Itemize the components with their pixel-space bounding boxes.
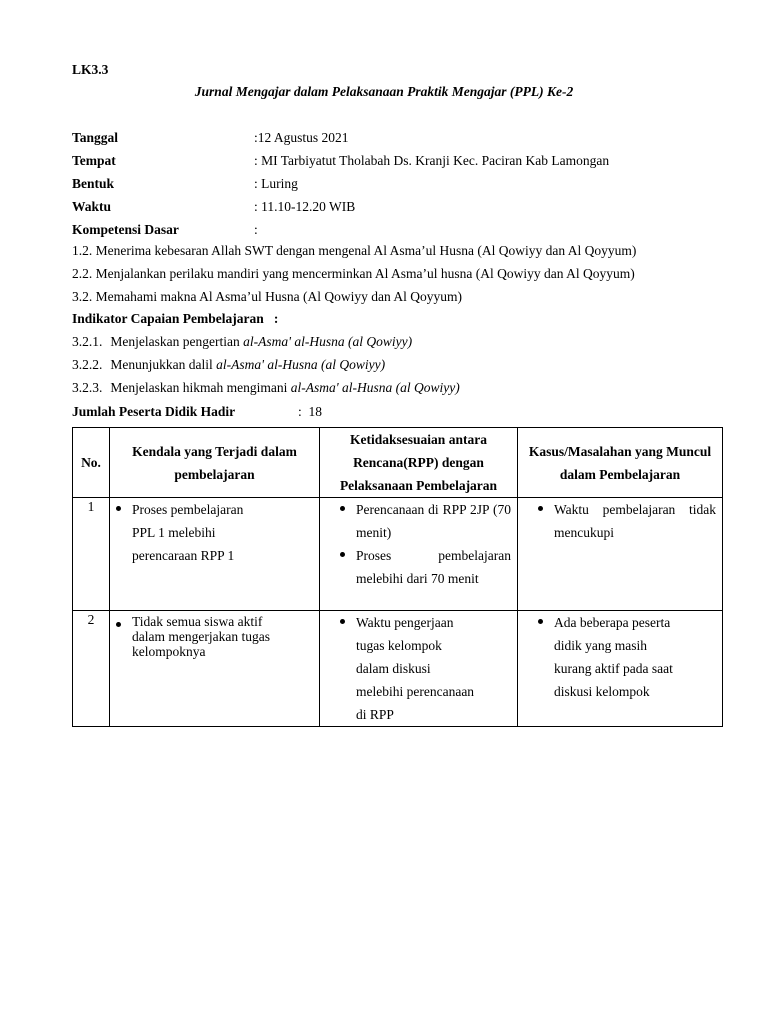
journal-table: [72, 427, 723, 727]
cell-kasus: [518, 611, 723, 727]
document-code: LK3.3: [72, 62, 109, 77]
indikator-term: al-Asma' al-Husna (al Qowiyy): [290, 380, 460, 395]
header-ketidaksesuaian: Ketidaksesuaian antara Rencana(RPP) dengan Pelaksanaan Pembelajaran: [320, 428, 518, 498]
table-row: [73, 498, 723, 611]
value-jumlah-peserta: : 18: [298, 404, 323, 419]
value-kompetensi-dasar: :: [254, 222, 258, 237]
value-tanggal: :12 Agustus 2021: [254, 130, 349, 145]
table-row: [73, 611, 723, 727]
cell-ketidaksesuaian: [320, 498, 518, 611]
indikator-number: 3.2.1.: [72, 334, 103, 349]
row-number: 2: [73, 611, 110, 727]
row-number: 1: [73, 498, 110, 611]
header-kendala: Kendala yang Terjadi dalam pembelajaran: [110, 428, 320, 498]
indikator-text: Menjelaskan pengertian: [110, 334, 244, 349]
bullet-item: Perencanaan di RPP 2JP (70 menit): [334, 498, 511, 544]
cell-ketidaksesuaian: [320, 611, 518, 727]
bullet-item: Waktu pembelajaran tidak mencukupi: [532, 498, 716, 544]
bullet-item: Proses pembelajaran PPL 1 melebihi perencaraan RPP 1: [110, 498, 269, 567]
document-title: Jurnal Mengajar dalam Pelaksanaan Praktik Mengajar (PPL) Ke-2: [194, 84, 574, 99]
cell-kendala: [110, 611, 320, 727]
cell-kendala: [110, 498, 320, 611]
header-no: No.: [73, 428, 110, 498]
header-kasus: Kasus/Masalahan yang Muncul dalam Pembelajaran: [518, 428, 723, 498]
indikator-item: [72, 357, 385, 373]
indikator-item: [72, 334, 412, 350]
indikator-text: Menjelaskan hikmah mengimani: [110, 380, 291, 395]
label-jumlah-peserta: Jumlah Peserta Didik Hadir: [72, 404, 236, 419]
label-bentuk: Bentuk: [72, 176, 115, 191]
indikator-text: Menunjukkan dalil: [110, 357, 217, 372]
indikator-number: 3.2.2.: [72, 357, 103, 372]
table-header-row: [73, 428, 723, 498]
indikator-number: 3.2.3.: [72, 380, 103, 395]
bullet-item: Ada beberapa peserta didik yang masih kurang aktif pada saat diskusi kelompok: [532, 611, 682, 703]
indikator-heading: Indikator Capaian Pembelajaran :: [72, 311, 279, 326]
kompetensi-item: 1.2. Menerima kebesaran Allah SWT dengan mengenal Al Asma’ul Husna (Al Qowiyy dan Al Qoyyum): [72, 243, 637, 258]
label-kompetensi-dasar: Kompetensi Dasar: [72, 222, 179, 237]
kompetensi-item: 2.2. Menjalankan perilaku mandiri yang mencerminkan Al Asma’ul husna (Al Qowiyy dan Al Qoyyum): [72, 266, 635, 281]
label-waktu: Waktu: [72, 199, 112, 214]
cell-kasus: [518, 498, 723, 611]
kompetensi-item: 3.2. Memahami makna Al Asma’ul Husna (Al Qowiyy dan Al Qoyyum): [72, 289, 462, 304]
value-waktu: : 11.10-12.20 WIB: [254, 199, 356, 214]
bullet-item: Tidak semua siswa aktif dalam mengerjakan tugas kelompoknya: [110, 614, 285, 659]
indikator-term: al-Asma' al-Husna (al Qowiyy): [216, 357, 386, 372]
indikator-term: al-Asma' al-Husna (al Qowiyy): [243, 334, 413, 349]
bullet-item: Waktu pengerjaan tugas kelompok dalam diskusi melebihi perencanaan di RPP: [334, 611, 477, 726]
value-tempat: : MI Tarbiyatut Tholabah Ds. Kranji Kec. Paciran Kab Lamongan: [254, 153, 610, 168]
value-bentuk: : Luring: [254, 176, 298, 191]
label-tempat: Tempat: [72, 153, 116, 168]
bullet-item: Proses pembelajaran melebihi dari 70 menit: [334, 544, 511, 590]
indikator-item: [72, 380, 460, 396]
label-tanggal: Tanggal: [72, 130, 119, 145]
